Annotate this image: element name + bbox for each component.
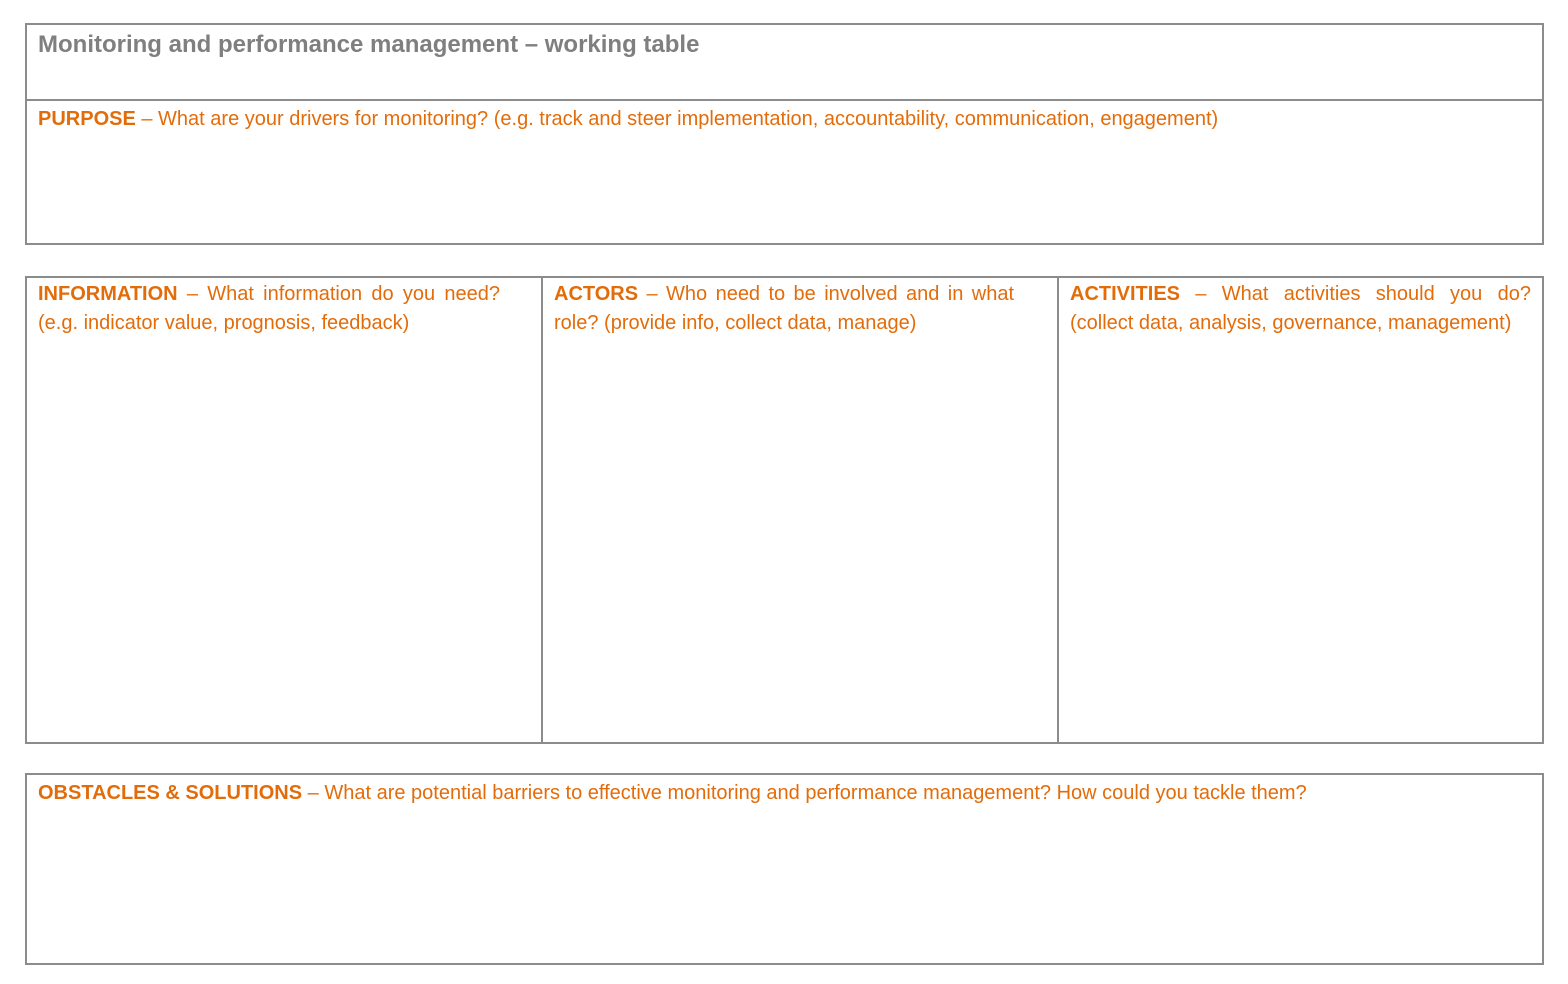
purpose-question: – What are your drivers for monitoring? (e.g. track and steer implementation, accountability, communication, engagement) <box>135 108 1219 130</box>
page-title: Monitoring and performance management – working table <box>38 31 700 58</box>
title-row <box>27 25 1542 101</box>
purpose-label: PURPOSE <box>38 108 136 130</box>
obstacles-label: OBSTACLES & SOLUTIONS <box>38 782 303 804</box>
activities-label: ACTIVITIES <box>1070 283 1181 305</box>
actors-text <box>554 280 1014 338</box>
information-question: – What information do you need? (e.g. indicator value, prognosis, feedback) <box>38 283 500 334</box>
information-text <box>38 280 500 338</box>
activities-text <box>1070 280 1531 338</box>
actors-question: – Who need to be involved and in what role? (provide info, collect data, manage) <box>554 283 1014 334</box>
activities-question: – What activities should you do? (collect data, analysis, governance, management) <box>1070 283 1531 334</box>
activities-cell[interactable] <box>1059 278 1542 742</box>
information-label: INFORMATION <box>38 283 178 305</box>
obstacles-cell[interactable] <box>38 779 1528 808</box>
actors-cell[interactable] <box>543 278 1059 742</box>
purpose-cell[interactable] <box>38 105 1528 134</box>
actors-label: ACTORS <box>554 283 639 305</box>
obstacles-table <box>25 773 1544 965</box>
obstacles-question: – What are potential barriers to effective monitoring and performance management? How could you tackle them? <box>302 782 1307 804</box>
details-table <box>25 276 1544 744</box>
purpose-table <box>25 23 1544 245</box>
information-cell[interactable] <box>27 278 543 742</box>
